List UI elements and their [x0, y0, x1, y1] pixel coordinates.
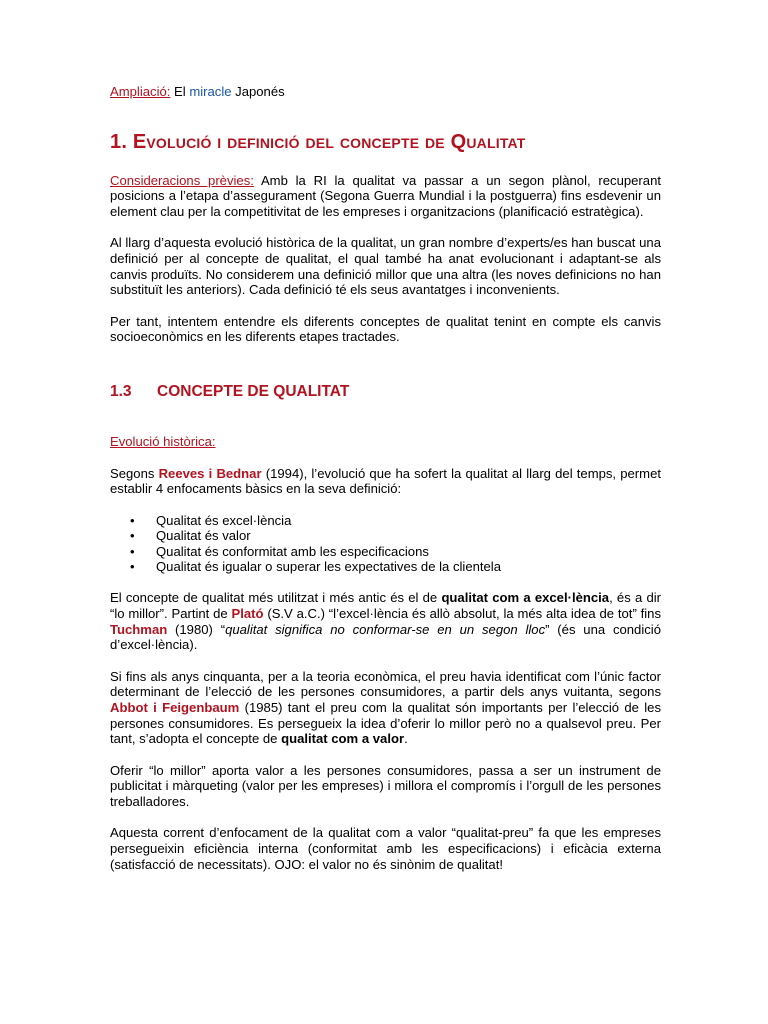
list-item: [110, 559, 661, 574]
value-text-1: Si fins als anys cinquanta, per a la teoria econòmica, el preu havia identificat com l’únic factor determinant de l’elecció de les persones consumidores, a partir dels anys vuitanta, segons: [110, 668, 661, 700]
list-item: [110, 513, 661, 528]
author-reeves-bednar: Reeves i Bednar: [158, 465, 262, 481]
subsection-label: CONCEPTE DE QUALITAT: [157, 382, 350, 400]
paragraph-excellence: [110, 590, 661, 652]
value-text-2: (1985) tant el preu com la qualitat són importants per l’elecció de les persones consumidores. Es persegueix la idea d’oferir lo millor però no a qualsevol preu. Per tant, s’adopta el concepte de: [110, 699, 662, 747]
value-text-3: .: [404, 731, 408, 747]
header-label: Ampliació:: [110, 84, 171, 99]
paragraph-value: [110, 669, 661, 747]
excellence-text-1: El concepte de qualitat més utilitzat i més antic és el de: [110, 590, 442, 606]
document-body: [110, 84, 661, 872]
header-line: [110, 84, 661, 100]
bullet-icon: •: [130, 512, 135, 528]
evolution-label-line: [110, 434, 661, 450]
excellence-text-3: (S.V a.C.) “l’excel·lència és allò absolut, la més alta idea de tot” fins: [263, 605, 661, 621]
list-item: [110, 544, 661, 559]
header-highlight: miracle: [189, 84, 232, 99]
list-item-text: Qualitat és valor: [156, 528, 251, 544]
subsection-number: 1.3: [110, 382, 132, 400]
list-item: [110, 528, 661, 543]
section-title: 1. Evolució i definició del concepte de Qualitat: [110, 130, 526, 153]
paragraph-best: Oferir “lo millor” aporta valor a les persones consumidores, passa a ser un instrument de publicitat i màrqueting (valor per les empreses) i millora el compromís i l’orgull de les persones treballadores.: [110, 762, 661, 809]
author-tuchman: Tuchman: [110, 621, 168, 637]
evolution-label: Evolució històrica:: [110, 433, 216, 449]
tuchman-quote: qualitat significa no conformar-se en un segon lloc: [225, 621, 546, 637]
list-item-text: Qualitat és conformitat amb les especificacions: [156, 543, 429, 559]
paragraph-evolution: Al llarg d’aquesta evolució històrica de la qualitat, un gran nombre d’experts/es han buscat una definició per al concepte de qualitat, el qual també ha anat evolucionant i adaptant-se als canvis produïts. No considerem una definició millor que una altra (les noves definicions no han substituït les anteriors). Cada definició té els seus avantatges i inconvenients.: [110, 235, 661, 298]
term-quality-excellence: qualitat com a excel·lència: [441, 590, 610, 606]
list-item-text: Qualitat és igualar o superar les expectatives de la clientela: [156, 558, 501, 574]
bullet-icon: •: [130, 543, 135, 559]
author-plato: Plató: [231, 605, 264, 621]
approaches-list: [110, 513, 661, 575]
bullet-icon: •: [130, 558, 135, 574]
bullet-icon: •: [130, 528, 135, 544]
excellence-text-4: (1980) “: [167, 621, 226, 637]
reeves-text-after: (1994), l’evolució que ha sofert la qualitat al llarg del temps, permet establir 4 enfocaments bàsics en la seva definició:: [110, 465, 661, 497]
intro-label: Consideracions prèvies:: [110, 172, 254, 188]
intro-text: Amb la RI la qualitat va passar a un segon plànol, recuperant posicions a l’etapa d’assegurament (Segona Guerra Mundial i la postguerra) fins esdevenir un element clau per la competitivitat de les empreses i organitzacions (planificació estratègica).: [110, 172, 661, 219]
term-quality-value: qualitat com a valor: [281, 731, 405, 747]
excellence-text-5: ” (és una condició d’excel·lència).: [110, 621, 661, 653]
paragraph-quality-price: Aquesta corrent d’enfocament de la qualitat com a valor “qualitat-preu” fa que les empreses persegueixin eficiència interna (conformitat amb les especificacions) i eficàcia externa (satisfacció de necessitats). OJO: el valor no és sinònim de qualitat!: [110, 825, 661, 872]
header-text: El: [170, 84, 190, 99]
paragraph-reeves: [110, 466, 661, 497]
list-item-text: Qualitat és excel·lència: [156, 512, 292, 528]
paragraph-socioeconomic: Per tant, intentem entendre els diferents conceptes de qualitat tenint en compte els canvis socioeconòmics en les diferents etapes tractades.: [110, 313, 661, 345]
excellence-text-2: , és a dir “lo millor”. Partint de: [110, 590, 661, 621]
subsection-title: [110, 382, 661, 401]
author-abbot-feigenbaum: Abbot i Feigenbaum: [110, 699, 240, 715]
reeves-text-before: Segons: [110, 465, 159, 481]
intro-paragraph: [110, 173, 661, 220]
header-text-after: Japonés: [231, 84, 285, 99]
